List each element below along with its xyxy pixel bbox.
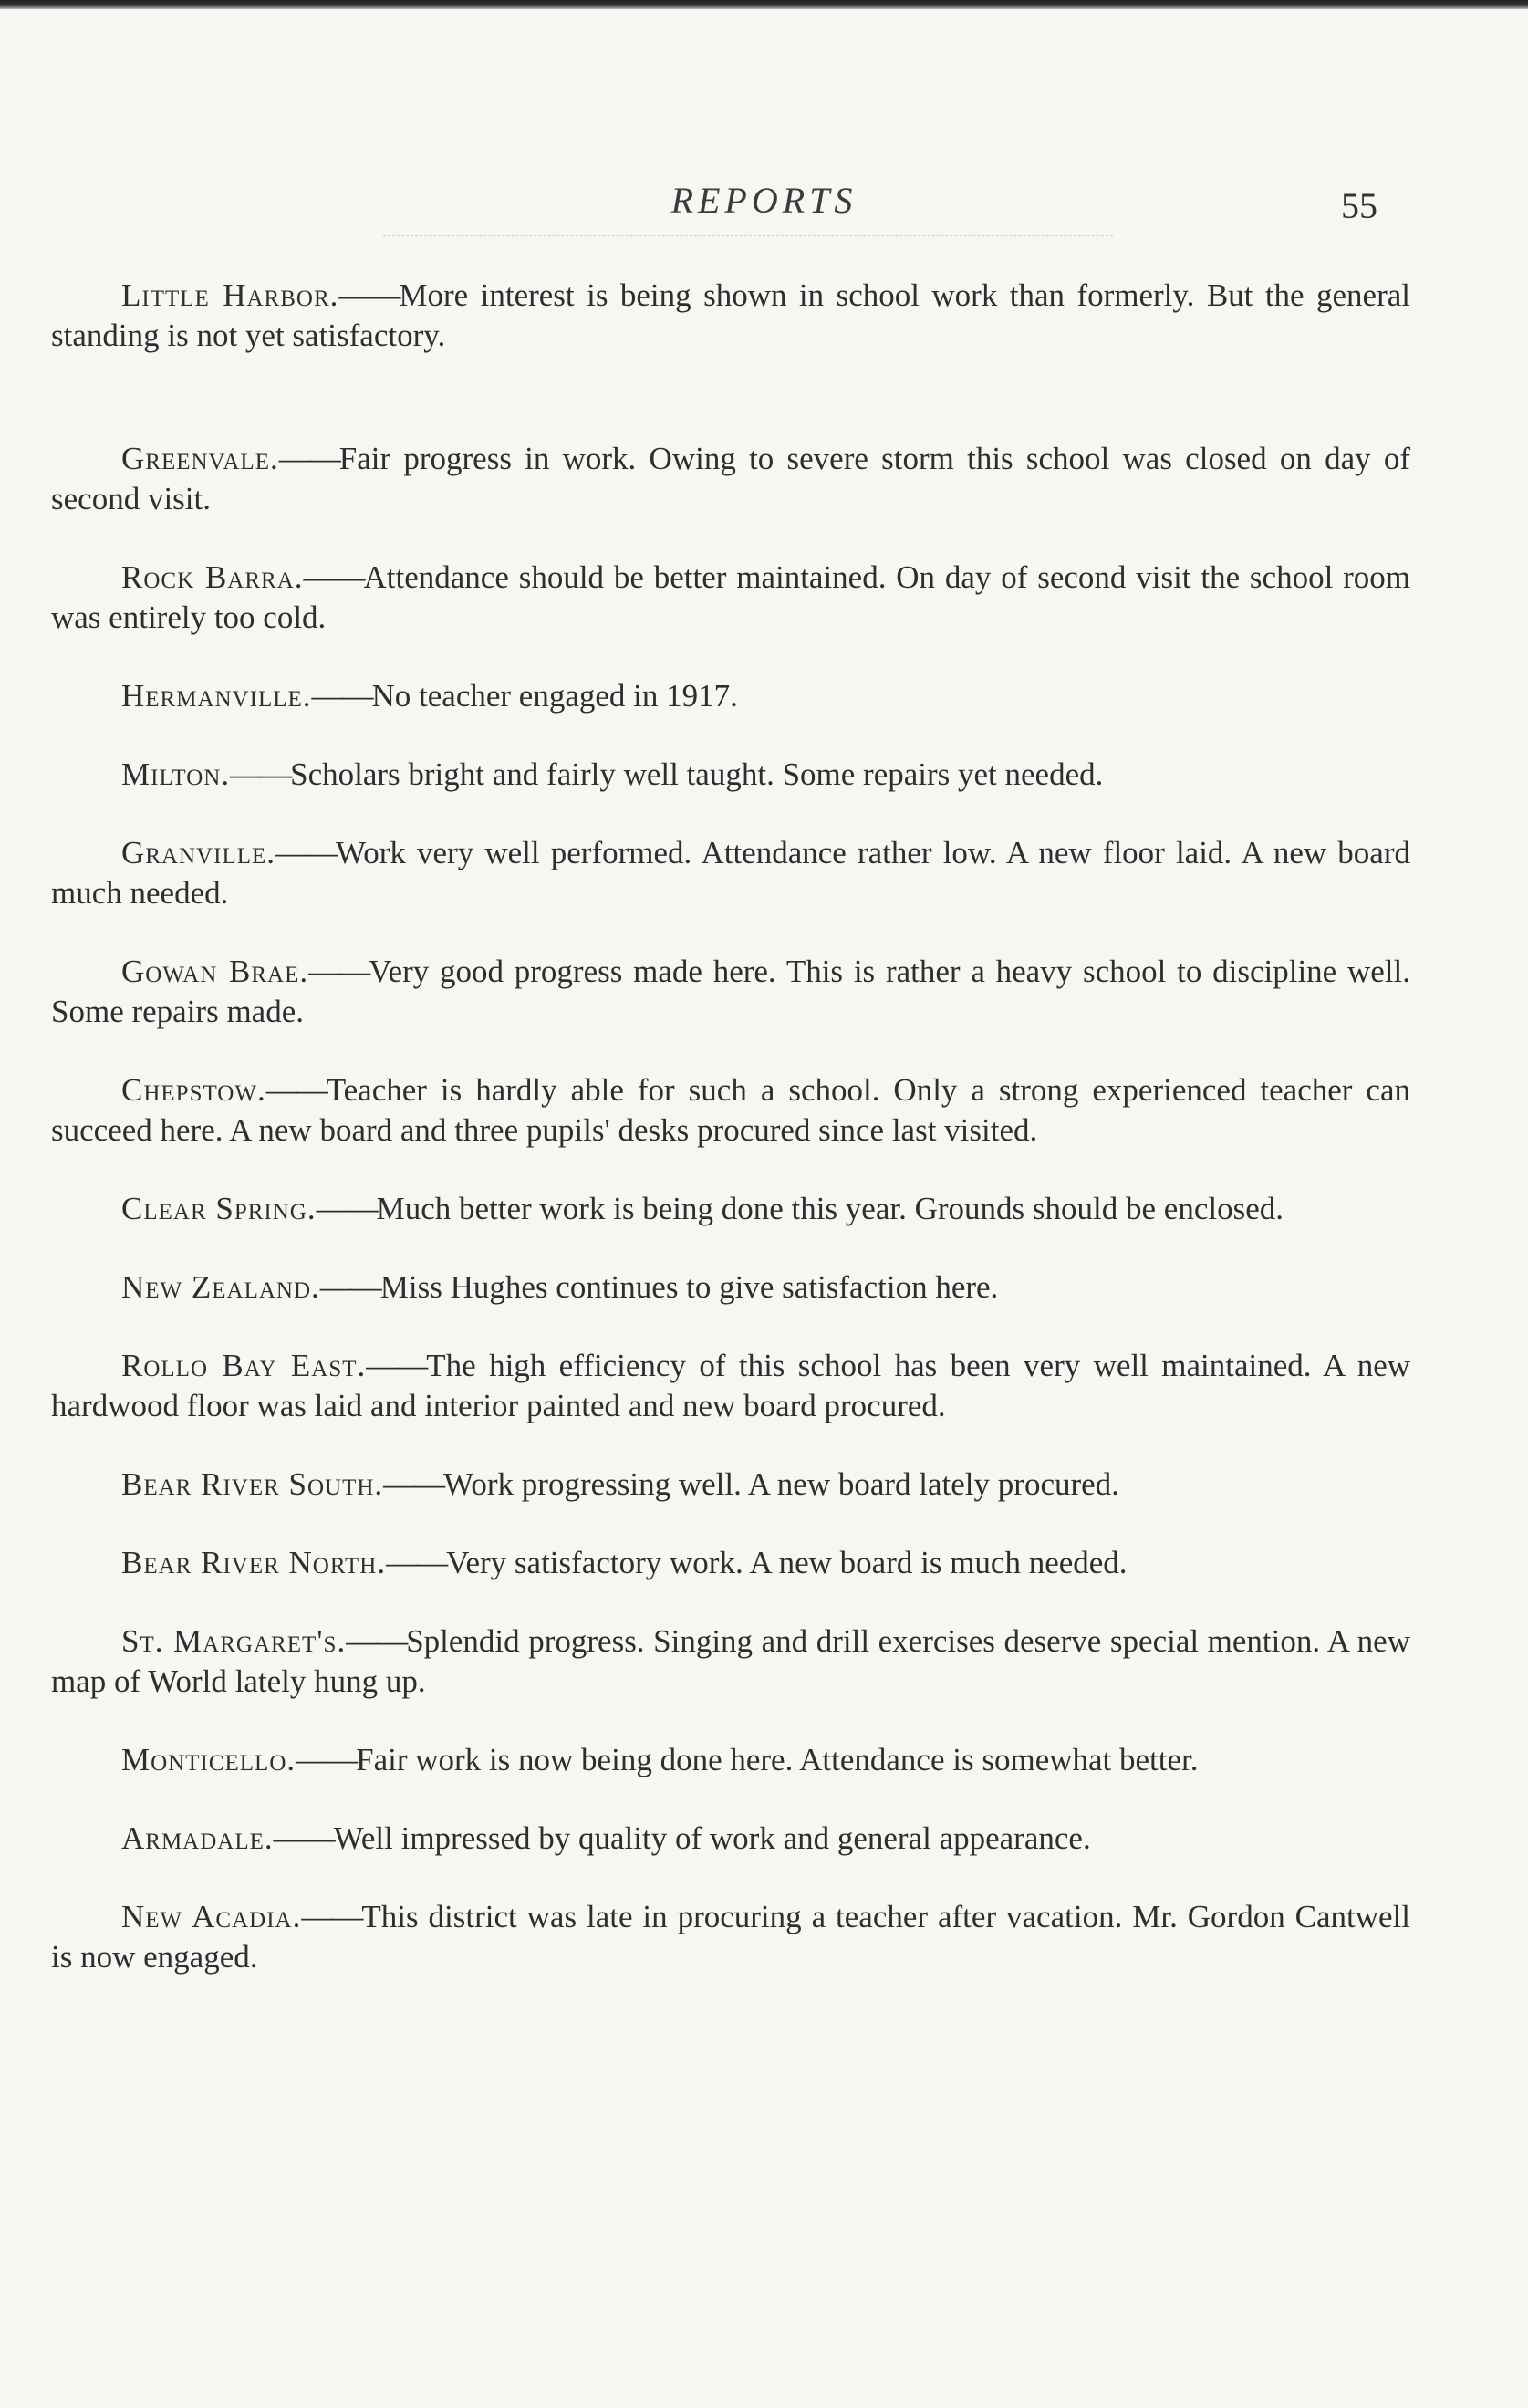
- school-report: Work progressing well. A new board lately procured.: [443, 1466, 1119, 1502]
- school-name: Greenvale.: [121, 441, 279, 476]
- report-entry: Greenvale.——Fair progress in work. Owing to severe storm this school was closed on day of second visit.: [51, 441, 1410, 516]
- report-entry: Milton.——Scholars bright and fairly well taught. Some repairs yet needed.: [121, 756, 1104, 792]
- school-report: Much better work is being done this year. Grounds should be enclosed.: [376, 1191, 1284, 1226]
- report-entry: Rock Barra.——Attendance should be better maintained. On day of second visit the school room was entirely too cold.: [51, 559, 1410, 635]
- page-top-edge: [0, 0, 1528, 9]
- school-name: Bear River South.: [121, 1466, 384, 1502]
- report-entry: Chepstow.——Teacher is hardly able for such a school. Only a strong experienced teacher can succeed here. A new board and three pupils' desks procured since last visited.: [51, 1072, 1410, 1148]
- school-report: Fair work is now being done here. Attendance is somewhat better.: [356, 1742, 1199, 1777]
- school-name: Rollo Bay East.: [121, 1348, 367, 1383]
- header-rule: [383, 235, 1113, 236]
- report-entry: New Acadia.——This district was late in procuring a teacher after vacation. Mr. Gordon Cantwell is now engaged.: [51, 1899, 1410, 1975]
- school-report: Very good progress made here. This is rather a heavy school to discipline well. Some repairs made.: [51, 954, 1410, 1029]
- school-report: Fair progress in work. Owing to severe storm this school was closed on day of second visit.: [51, 441, 1410, 516]
- report-entry: Granville.——Work very well performed. Attendance rather low. A new floor laid. A new board much needed.: [51, 835, 1410, 911]
- report-entry: Little Harbor.——More interest is being shown in school work than formerly. But the general standing is not yet satisfactory.: [51, 277, 1410, 353]
- report-entry: Armadale.——Well impressed by quality of work and general appearance.: [121, 1820, 1091, 1856]
- school-name: Clear Spring.: [121, 1191, 317, 1226]
- school-name: Chepstow.: [121, 1072, 266, 1108]
- school-report: Work very well performed. Attendance rather low. A new floor laid. A new board much needed.: [51, 835, 1410, 911]
- school-name: St. Margaret's.: [121, 1623, 347, 1659]
- report-entry: Gowan Brae.——Very good progress made here. This is rather a heavy school to discipline well. Some repairs made.: [51, 954, 1410, 1029]
- report-entry: St. Margaret's.——Splendid progress. Singing and drill exercises deserve special mention. A new map of World lately hung up.: [51, 1623, 1410, 1699]
- report-body: [51, 276, 1410, 1977]
- school-name: Granville.: [121, 835, 276, 870]
- report-entry: Rollo Bay East.——The high efficiency of this school has been very well maintained. A new hardwood floor was laid and interior painted and new board procured.: [51, 1348, 1411, 1423]
- school-name: New Acadia.: [121, 1899, 302, 1934]
- school-name: Little Harbor.: [121, 277, 339, 313]
- school-name: Monticello.: [121, 1742, 296, 1777]
- school-report: Splendid progress. Singing and drill exercises deserve special mention. A new map of World lately hung up.: [51, 1623, 1410, 1699]
- page-number: 55: [1341, 185, 1377, 226]
- report-entry: Hermanville.——No teacher engaged in 1917.: [121, 678, 738, 714]
- school-report: The high efficiency of this school has been very well maintained. A new hardwood floor was laid and interior painted and new board procured.: [51, 1348, 1411, 1423]
- school-name: Hermanville.: [121, 678, 312, 714]
- school-report: Scholars bright and fairly well taught. Some repairs yet needed.: [290, 756, 1104, 792]
- school-report: More interest is being shown in school work than formerly. But the general standing is not yet satisfactory.: [51, 277, 1410, 353]
- school-name: Milton.: [121, 756, 231, 792]
- report-entry: Bear River South.——Work progressing well. A new board lately procured.: [121, 1466, 1119, 1502]
- school-report: Miss Hughes continues to give satisfaction here.: [379, 1269, 999, 1305]
- school-report: Well impressed by quality of work and general appearance.: [333, 1820, 1091, 1856]
- school-report: No teacher engaged in 1917.: [371, 678, 738, 714]
- school-report: This district was late in procuring a teacher after vacation. Mr. Gordon Cantwell is now engaged.: [51, 1899, 1410, 1975]
- page-header: [0, 179, 1528, 234]
- school-name: Gowan Brae.: [121, 954, 309, 989]
- report-entry: New Zealand.——Miss Hughes continues to give satisfaction here.: [121, 1269, 999, 1305]
- school-report: Attendance should be better maintained. On day of second visit the school room was entirely too cold.: [51, 559, 1410, 635]
- report-entry: Monticello.——Fair work is now being done here. Attendance is somewhat better.: [121, 1742, 1199, 1777]
- school-name: Rock Barra.: [121, 559, 304, 595]
- running-title: REPORTS: [670, 180, 858, 221]
- school-report: Teacher is hardly able for such a school. Only a strong experienced teacher can succeed here. A new board and three pupils' desks procured since last visited.: [51, 1072, 1410, 1148]
- report-entry: Bear River North.——Very satisfactory work. A new board is much needed.: [121, 1545, 1128, 1580]
- school-name: Armadale.: [121, 1820, 274, 1856]
- school-report: Very satisfactory work. A new board is much needed.: [446, 1545, 1128, 1580]
- school-name: New Zealand.: [121, 1269, 320, 1305]
- school-name: Bear River North.: [121, 1545, 387, 1580]
- report-entry: Clear Spring.——Much better work is being done this year. Grounds should be enclosed.: [121, 1191, 1284, 1226]
